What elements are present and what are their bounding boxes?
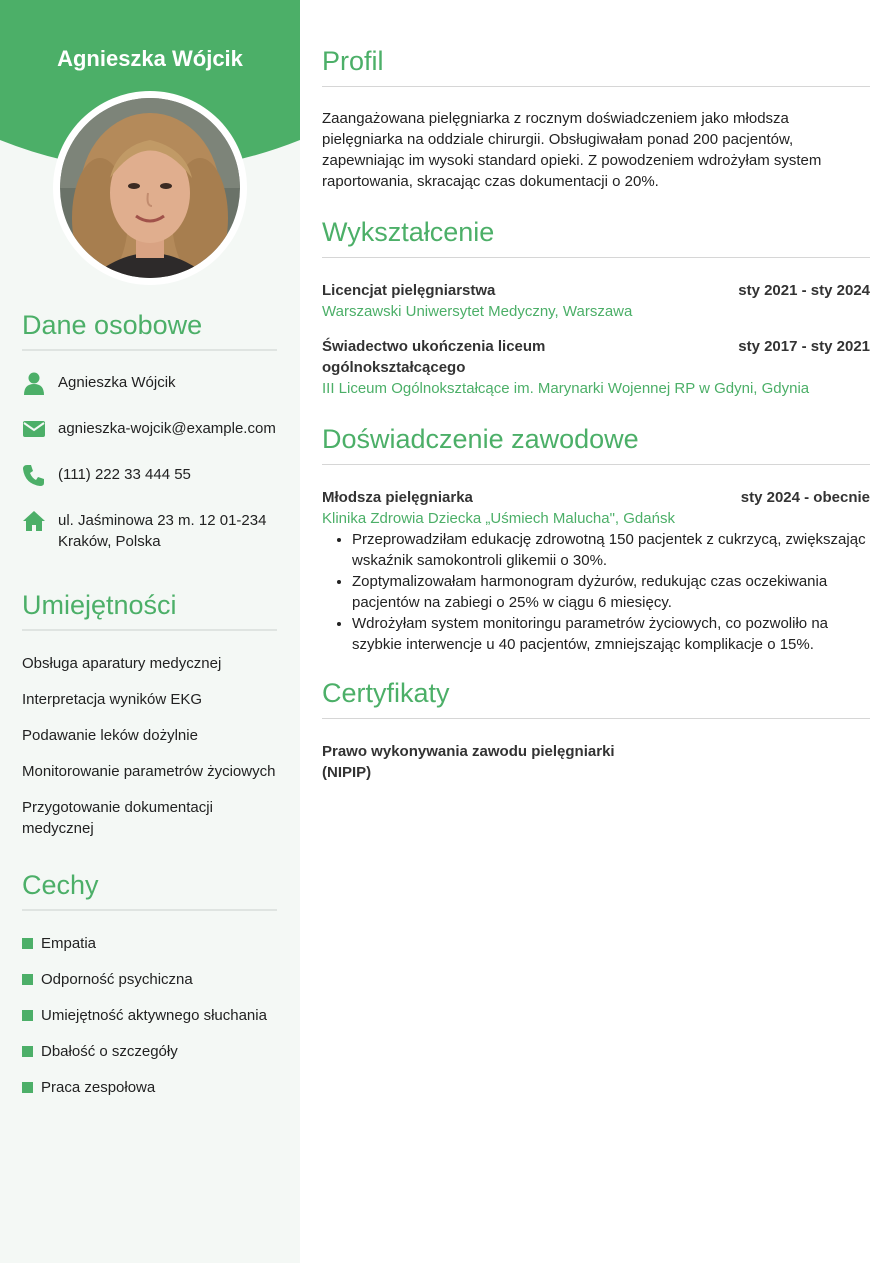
contact-email[interactable]: agnieszka-wojcik@example.com	[58, 420, 276, 437]
school-name: III Liceum Ogólnokształcące im. Marynarki Wojennej RP w Gdyni, Gdynia	[322, 380, 810, 397]
square-bullet-icon	[22, 974, 33, 985]
contact-phone-row	[22, 464, 277, 487]
contact-address	[58, 510, 277, 552]
sidebar	[0, 0, 300, 1263]
job-dates: sty 2024 - obecnie	[740, 489, 870, 506]
achievements-list	[352, 529, 870, 655]
envelope-icon	[22, 417, 46, 441]
trait-item	[22, 1077, 277, 1098]
profile-text: Zaangażowana pielęgniarka z rocznym doświadczeniem jako młodsza pielęgniarka na oddziale chirurgii. Obsługiwałam ponad 200 pacjentów, zapewniając im wysoki standard opieki. Z powodzeniem wdrożyłam system raportowania, skracając czas dokumentacji o 20%.	[322, 110, 822, 190]
experience-section	[322, 424, 870, 655]
trait-item	[22, 1005, 277, 1026]
certificate-name: Prawo wykonywania zawodu pielęgniarki (NIPIP)	[322, 743, 615, 781]
experience-title: Doświadczenie zawodowe	[322, 424, 870, 465]
square-bullet-icon	[22, 938, 33, 949]
candidate-name: Agnieszka Wójcik	[57, 46, 243, 71]
traits-section	[22, 870, 277, 1098]
contact-phone[interactable]: (111) 222 33 444 55	[58, 466, 191, 483]
trait-label: Dbałość o szczegóły	[41, 1043, 178, 1060]
contact-address-row	[22, 510, 277, 552]
education-entry	[322, 336, 870, 399]
trait-item	[22, 969, 277, 990]
profile-title: Profil	[322, 46, 870, 87]
square-bullet-icon	[22, 1010, 33, 1021]
skills-title: Umiejętności	[22, 590, 277, 631]
profile-photo-frame	[53, 91, 247, 285]
degree-dates: sty 2017 - sty 2021	[738, 338, 870, 355]
experience-entry	[322, 487, 870, 655]
achievement-item: • Przeprowadziłam edukację zdrowotną 150 pacjentek z cukrzycą, zwiększając wskaźnik samokontroli glikemii o 30%.	[352, 529, 870, 571]
trait-label: Odporność psychiczna	[41, 971, 193, 988]
square-bullet-icon	[22, 1082, 33, 1093]
skill-item: Obsługa aparatury medycznej	[22, 655, 222, 672]
person-icon	[22, 371, 46, 395]
profile-photo	[60, 98, 240, 278]
personal-data-section	[22, 310, 277, 552]
sidebar-header	[0, 0, 300, 290]
education-section	[322, 217, 870, 399]
profile-section	[322, 46, 870, 192]
contact-name-row	[22, 372, 277, 395]
trait-label: Empatia	[41, 935, 97, 952]
achievement-item: • Wdrożyłam system monitoringu parametrów życiowych, co pozwoliło na szybkie interwencje u 40 pacjentów, zmniejszając komplikacje o 15%.	[352, 613, 870, 655]
phone-icon	[22, 463, 46, 487]
skill-item: Interpretacja wyników EKG	[22, 691, 203, 708]
trait-item	[22, 933, 277, 954]
trait-label: Praca zespołowa	[41, 1079, 156, 1096]
traits-title: Cechy	[22, 870, 277, 911]
trait-item	[22, 1041, 277, 1062]
trait-label: Umiejętność aktywnego słuchania	[41, 1007, 267, 1024]
skill-item: Podawanie leków dożylnie	[22, 727, 198, 744]
home-icon	[22, 509, 46, 533]
certificates-title: Certyfikaty	[322, 678, 870, 719]
contact-name: Agnieszka Wójcik	[58, 374, 176, 391]
school-name: Warszawski Uniwersytet Medyczny, Warszawa	[322, 303, 633, 320]
achievement-item: • Zoptymalizowałam harmonogram dyżurów, redukując czas oczekiwania pacjentów na zabiegi o 25% w ciągu 6 miesięcy.	[352, 571, 870, 613]
contact-email-row	[22, 418, 277, 441]
education-entry	[322, 280, 870, 322]
education-title: Wykształcenie	[322, 217, 870, 258]
degree-dates: sty 2021 - sty 2024	[738, 282, 870, 299]
certificates-section	[322, 678, 870, 783]
address-line-2: Kraków, Polska	[58, 533, 161, 550]
address-line-1: ul. Jaśminowa 23 m. 12 01-234	[58, 512, 267, 529]
personal-data-title: Dane osobowe	[22, 310, 277, 351]
square-bullet-icon	[22, 1046, 33, 1057]
certificate-item	[322, 741, 622, 783]
degree-title: Licencjat pielęgniarstwa	[322, 282, 496, 299]
employer-name: Klinika Zdrowia Dziecka „Uśmiech Malucha", Gdańsk	[322, 510, 675, 527]
degree-title: Świadectwo ukończenia liceum ogólnokształcącego	[322, 338, 546, 376]
skill-item: Przygotowanie dokumentacji medycznej	[22, 799, 213, 837]
skills-section	[22, 590, 277, 839]
skill-item: Monitorowanie parametrów życiowych	[22, 763, 276, 780]
job-role: Młodsza pielęgniarka	[322, 489, 473, 506]
